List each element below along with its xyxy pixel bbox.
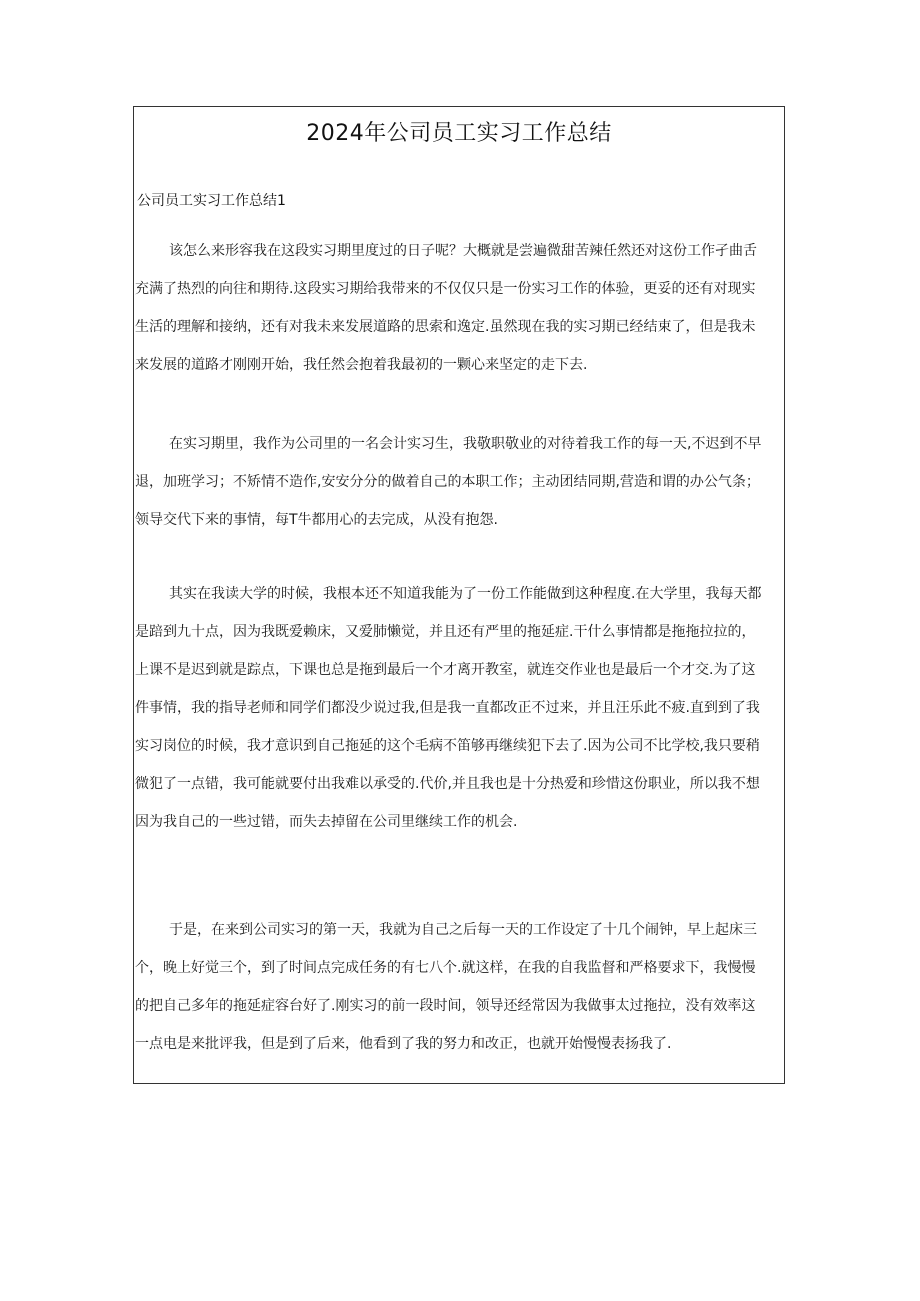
paragraph-line: 生活的理解和接纳，还有对我未来发展道路的思索和逸定.虽然现在我的实习期已经结束了，但是我未 <box>135 319 756 335</box>
paragraph-line: 退，加班学习；不矫情不造作,安安分分的做着自己的本职工作；主动团结同期,营造和谓的办公气条； <box>135 474 760 490</box>
paragraph-line: 领导交代下来的事情，每T牛都用心的去完成，从没有抱怨. <box>135 512 499 528</box>
document-title: 2024年公司员工实习工作总结 <box>306 121 612 146</box>
paragraph-2 <box>135 425 783 539</box>
paragraph-4 <box>135 911 783 1063</box>
paragraph-3 <box>135 575 783 841</box>
paragraph-line: 来发展的道路才刚刚开始，我任然会抱着我最初的一颗心来坚定的走下去. <box>135 357 588 373</box>
paragraph-line: 一点电是来批评我，但是到了后来，他看到了我的努力和改正，也就开始慢慢表扬我了. <box>135 1036 672 1052</box>
paragraph-line: 在实习期里，我作为公司里的一名会计实习生，我敬职敬业的对待着我工作的每一天,不迟到不早 <box>169 436 762 452</box>
paragraph-line: 该怎么来形容我在这段实习期里度过的日子呢？大概就是尝遍微甜苦辣任然还对这份工作孑曲舌 <box>169 243 757 259</box>
paragraph-line: 充满了热烈的向往和期待.这段实习期给我带来的不仅仅只是一份实习工作的体验，更妥的还有对现实 <box>135 281 756 297</box>
paragraph-line: 因为我自己的一些过错，而失去掉留在公司里继续工作的机会. <box>135 814 518 830</box>
paragraph-line: 于是，在来到公司实习的第一天，我就为自己之后每一天的工作设定了十几个闹钟，早上起床三 <box>169 922 757 938</box>
document-page <box>133 106 785 1084</box>
paragraph-line: 微犯了一点错，我可能就要付出我难以承受的.代价,并且我也是十分热爱和珍惜这份职业，所以我不想 <box>135 776 760 792</box>
section-heading: 公司员工实习工作总结1 <box>137 193 286 209</box>
paragraph-line: 件事情，我的指导老师和同学们都没少说过我,但是我一直都改正不过来，并且汪乐此不疲.直到到了我 <box>135 700 760 716</box>
paragraph-1 <box>135 232 783 384</box>
paragraph-line: 个，晚上好觉三个，到了时间点完成任务的有七八个.就这样，在我的自我监督和严格要求下，我慢慢 <box>135 960 756 976</box>
paragraph-line: 的把自己多年的拖延症容台好了.刚实习的前一段时间，领导还经常因为我做事太过拖拉，没有效率这 <box>135 998 756 1014</box>
paragraph-line: 上课不是迟到就是踪点，下课也总是拖到最后一个才离开教室，就连交作业也是最后一个才交.为了这 <box>135 662 756 678</box>
paragraph-line: 其实在我读大学的时候，我根本还不知道我能为了一份工作能做到这种程度.在大学里，我每天都 <box>169 586 762 602</box>
paragraph-line: 是踣到九十点，因为我既爱赖床，又爱肺懒觉，并且还有严里的拖延症.干什么事情都是拖拖拉拉的， <box>135 624 756 640</box>
paragraph-line: 实习岗位的时候，我才意识到自己拖延的这个毛病不笛够再继续犯下去了.因为公司不比学校,我只要稍 <box>135 738 760 754</box>
